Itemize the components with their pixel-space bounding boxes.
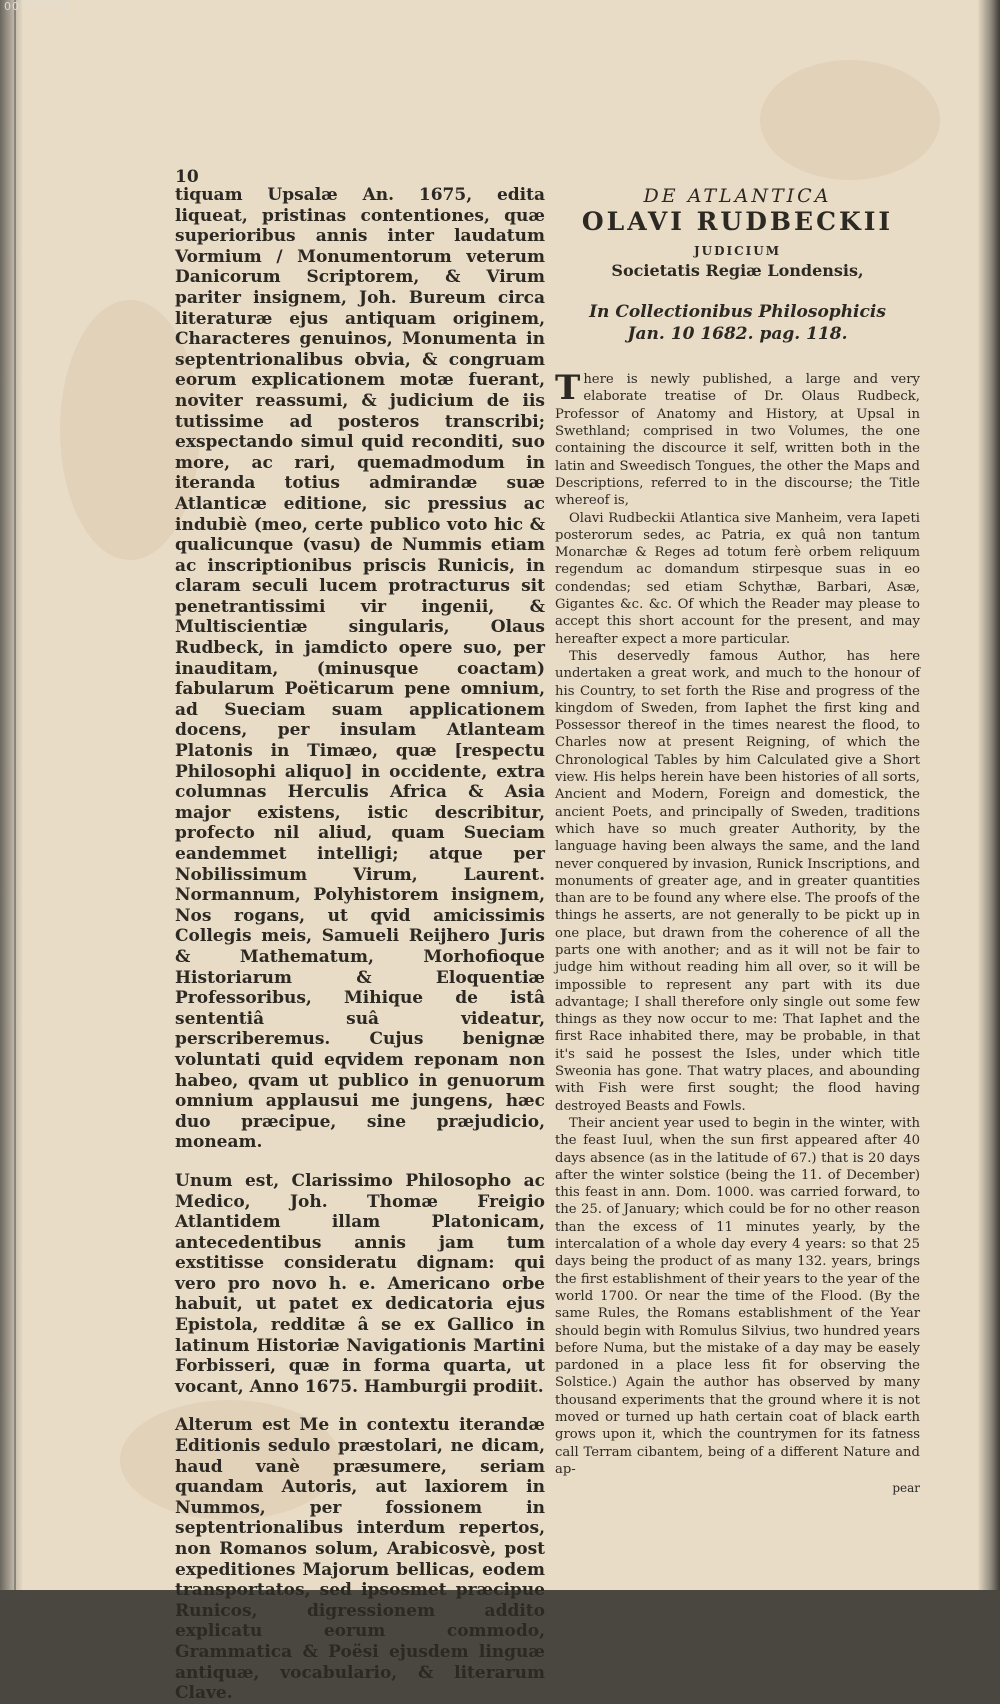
catalog-number: 00103273 — [4, 0, 68, 13]
spine-line — [14, 0, 16, 1590]
page-number: 10 — [175, 167, 199, 187]
left-column — [175, 167, 545, 1704]
right-paragraph-4: Their ancient year used to begin in the winter, with the feast Iuul, when the sun first appeared after 40 days absence (as in the latitude of 67.) that is 20 days after the winter solstice (being the 11. of December) this feast in ann. Dom. 1000. was carried forward, to the 25. of January; which could be for no other reason than the excess of 11 minutes yearly, by the intercalation of a whole day every 4 years: so that 25 days being the product of as many 132. years, brings the first establishment of their years to the year of the world 1700. Or near the time of the Flood. (By the same Rules, the Romans establishment of the Year should begin with Romulus Silvius, two hundred years before Numa, but the mistake of a day may be easely pardoned in a place less fit for observing the Solstice.) Again the author has observed by many thousand experiments that the ground where it is not moved or turned up hath certain coat of black earth grows upon it, which the countrymen for its fatness call Terram cibantem, being of a different Nature and ap- — [555, 1115, 920, 1477]
heading-society: Societatis Regiæ Londensis, — [611, 260, 864, 280]
right-column — [555, 185, 920, 1497]
left-paragraph-3: Alterum est Me in contextu iterandæ Editionis sedulo præstolari, ne dicam, haud vanè præsumere, seriam quandam Autoris, aut laxiorem in Nummos, per fossionem in septentrionalibus interdum repertos, non Romanos solum, Arabicosvè, post expeditiones Majorum bellicas, eodem transportatos, sed ipsosmet præcipue Runicos, digressionem addito explicatu eorum commodo, Grammatica & Poësi ejusdem linguæ antiquæ, vocabulario, & literarum Clave. — [175, 1415, 545, 1704]
heading-author: OLAVI RUDBECKII — [581, 207, 894, 237]
paper-stain — [760, 60, 940, 180]
page-edge-shadow — [978, 0, 1000, 1590]
heading-collection-title: In Collectionibus Philosophicis — [589, 302, 886, 323]
right-paragraph-2: Olavi Rudbeckii Atlantica sive Manheim, vera Iapeti posterorum sedes, ac Patria, ex quâ non tantum Monarchæ & Reges ad totum ferè orbem reliquum regendum ac domandum stirpesque suas in eo condendas; sed etiam Schythæ, Barbari, Asæ, Gigantes &c. &c. Of which the Reader may please to accept this short account for the present, and may hereafter expect a more particular. — [555, 510, 920, 647]
heading-collection-date: Jan. 10 1682. pag. 118. — [627, 324, 848, 345]
heading-collection — [555, 301, 920, 345]
left-paragraph-2: Unum est, Clarissimo Philosopho ac Medico, Joh. Thomæ Freigio Atlantidem illam Platonicam, antecedentibus annis jam tum exstitisse consideratu dignam: qui vero pro novo h. e. Americano orbe habuit, ut patet ex dedicatoria ejus Epistola, redditæ â se ex Gallico in latinum Historiæ Navigationis Martini Forbisseri, quæ in forma quarta, ut vocant, Anno 1675. Hamburgii prodiit. — [175, 1170, 545, 1397]
heading-de-atlantica: DE ATLANTICA — [643, 185, 832, 207]
english-review — [555, 368, 920, 1497]
right-paragraph-1 — [555, 368, 920, 509]
catchword: pear — [892, 1481, 920, 1496]
right-paragraph-3: This deservedly famous Author, has here undertaken a great work, and much to the honour of his Country, to set forth the Rise and progress of the kingdom of Sweden, from Iaphet the first king and Possessor thereof in the times nearest the flood, to Charles now at present Reigning, of which the Chronological Tables by him Calculated give a Short view. His helps herein have been histories of all sorts, Ancient and Modern, Foreign and domestick, the ancient Poets, and principally of Sweden, traditions which have so much greater Authority, by the language having been always the same, and the land never conquered by invasion, Runick Inscriptions, and monuments of greater age, and in greater quantities than are to be found any where else. The proofs of the things he asserts, are not generally to be pickt up in one place, but drawn from the coherence of all the parts one with another; and as it will not be fair to judge him without reading him all over, so it will be impossible to represent any part with its due advantage; I shall therefore only single out some few things as they now occur to me: That Iaphet and the first Race inhabited there, may be probable, in that it's said he possest the Isles, under which title Sweonia has gone. That watry places, and abounding with Fish were first sought; the flood having destroyed Beasts and Fowls. — [555, 648, 920, 1114]
drop-cap: T — [555, 368, 581, 409]
right-paragraph-1-text: here is newly published, a large and very elaborate treatise of Dr. Olaus Rudbeck, Professor of Anatomy and History, at Upsal in Swethland; comprised in two Volumes, the one containing the discource it self, written both in the latin and Sweedisch Tongues, the other the Maps and Descriptions, referred to in the discourse; the Title whereof is, — [555, 372, 920, 509]
binding-shadow — [0, 0, 22, 1590]
left-paragraph-1: tiquam Upsalæ An. 1675, edita liqueat, pristinas contentiones, quæ superioribus annis inter laudatum Vormium / Monumentorum veterum Danicorum Scriptorem, & Virum pariter insignem, Joh. Bureum circa literaturæ ejus antiquam originem, Characteres genuinos, Monumenta in septentrionalibus obvia, & congruam eorum explicationem motæ fuerant, noviter reassumi, & judicium de iis tutissime ad posteros transcribi; exspectando simul quid reconditi, suo more, ac rari, quemadmodum in iteranda totius admirandæ suæ Atlanticæ editione, sic pressius ac indubiè (meo, certe publico voto hic & qualicunque (vasu) de Nummis etiam ac inscriptionibus priscis Runicis, in claram seculi lucem protracturus sit penetrantissimi vir ingenii, & Multiscientiæ singularis, Olaus Rudbeck, in jamdicto opere suo, per inauditam, (minusque coactam) fabularum Poëticarum pene omnium, ad Sueciam suam applicationem docens, per insulam Atlanteam Platonis in Timæo, quæ [respectu Philosophi aliquo] in occidente, extra columnas Herculis Africa & Asia major existens, istic describitur, profecto nil aliud, quam Sueciam eandemmet intelligi; atque per Nobilissimum Virum, Laurent. Normannum, Polyhistorem insignem, Nos rogans, ut qvid amicissimis Collegis meis, Samueli Reijhero Juris & Mathematum, Morhofioque Historiarum & Eloquentiæ Professoribus, Mihique de istâ sententiâ suâ videatur, perscriberemus. Cujus benignæ voluntati quid eqvidem reponam non habeo, qvam ut publico in genuorum omnium applausui me jungens, hæc duo præcipue, sine præjudicio, moneam. — [175, 185, 545, 1153]
heading-judicium: JUDICIUM — [693, 243, 782, 258]
